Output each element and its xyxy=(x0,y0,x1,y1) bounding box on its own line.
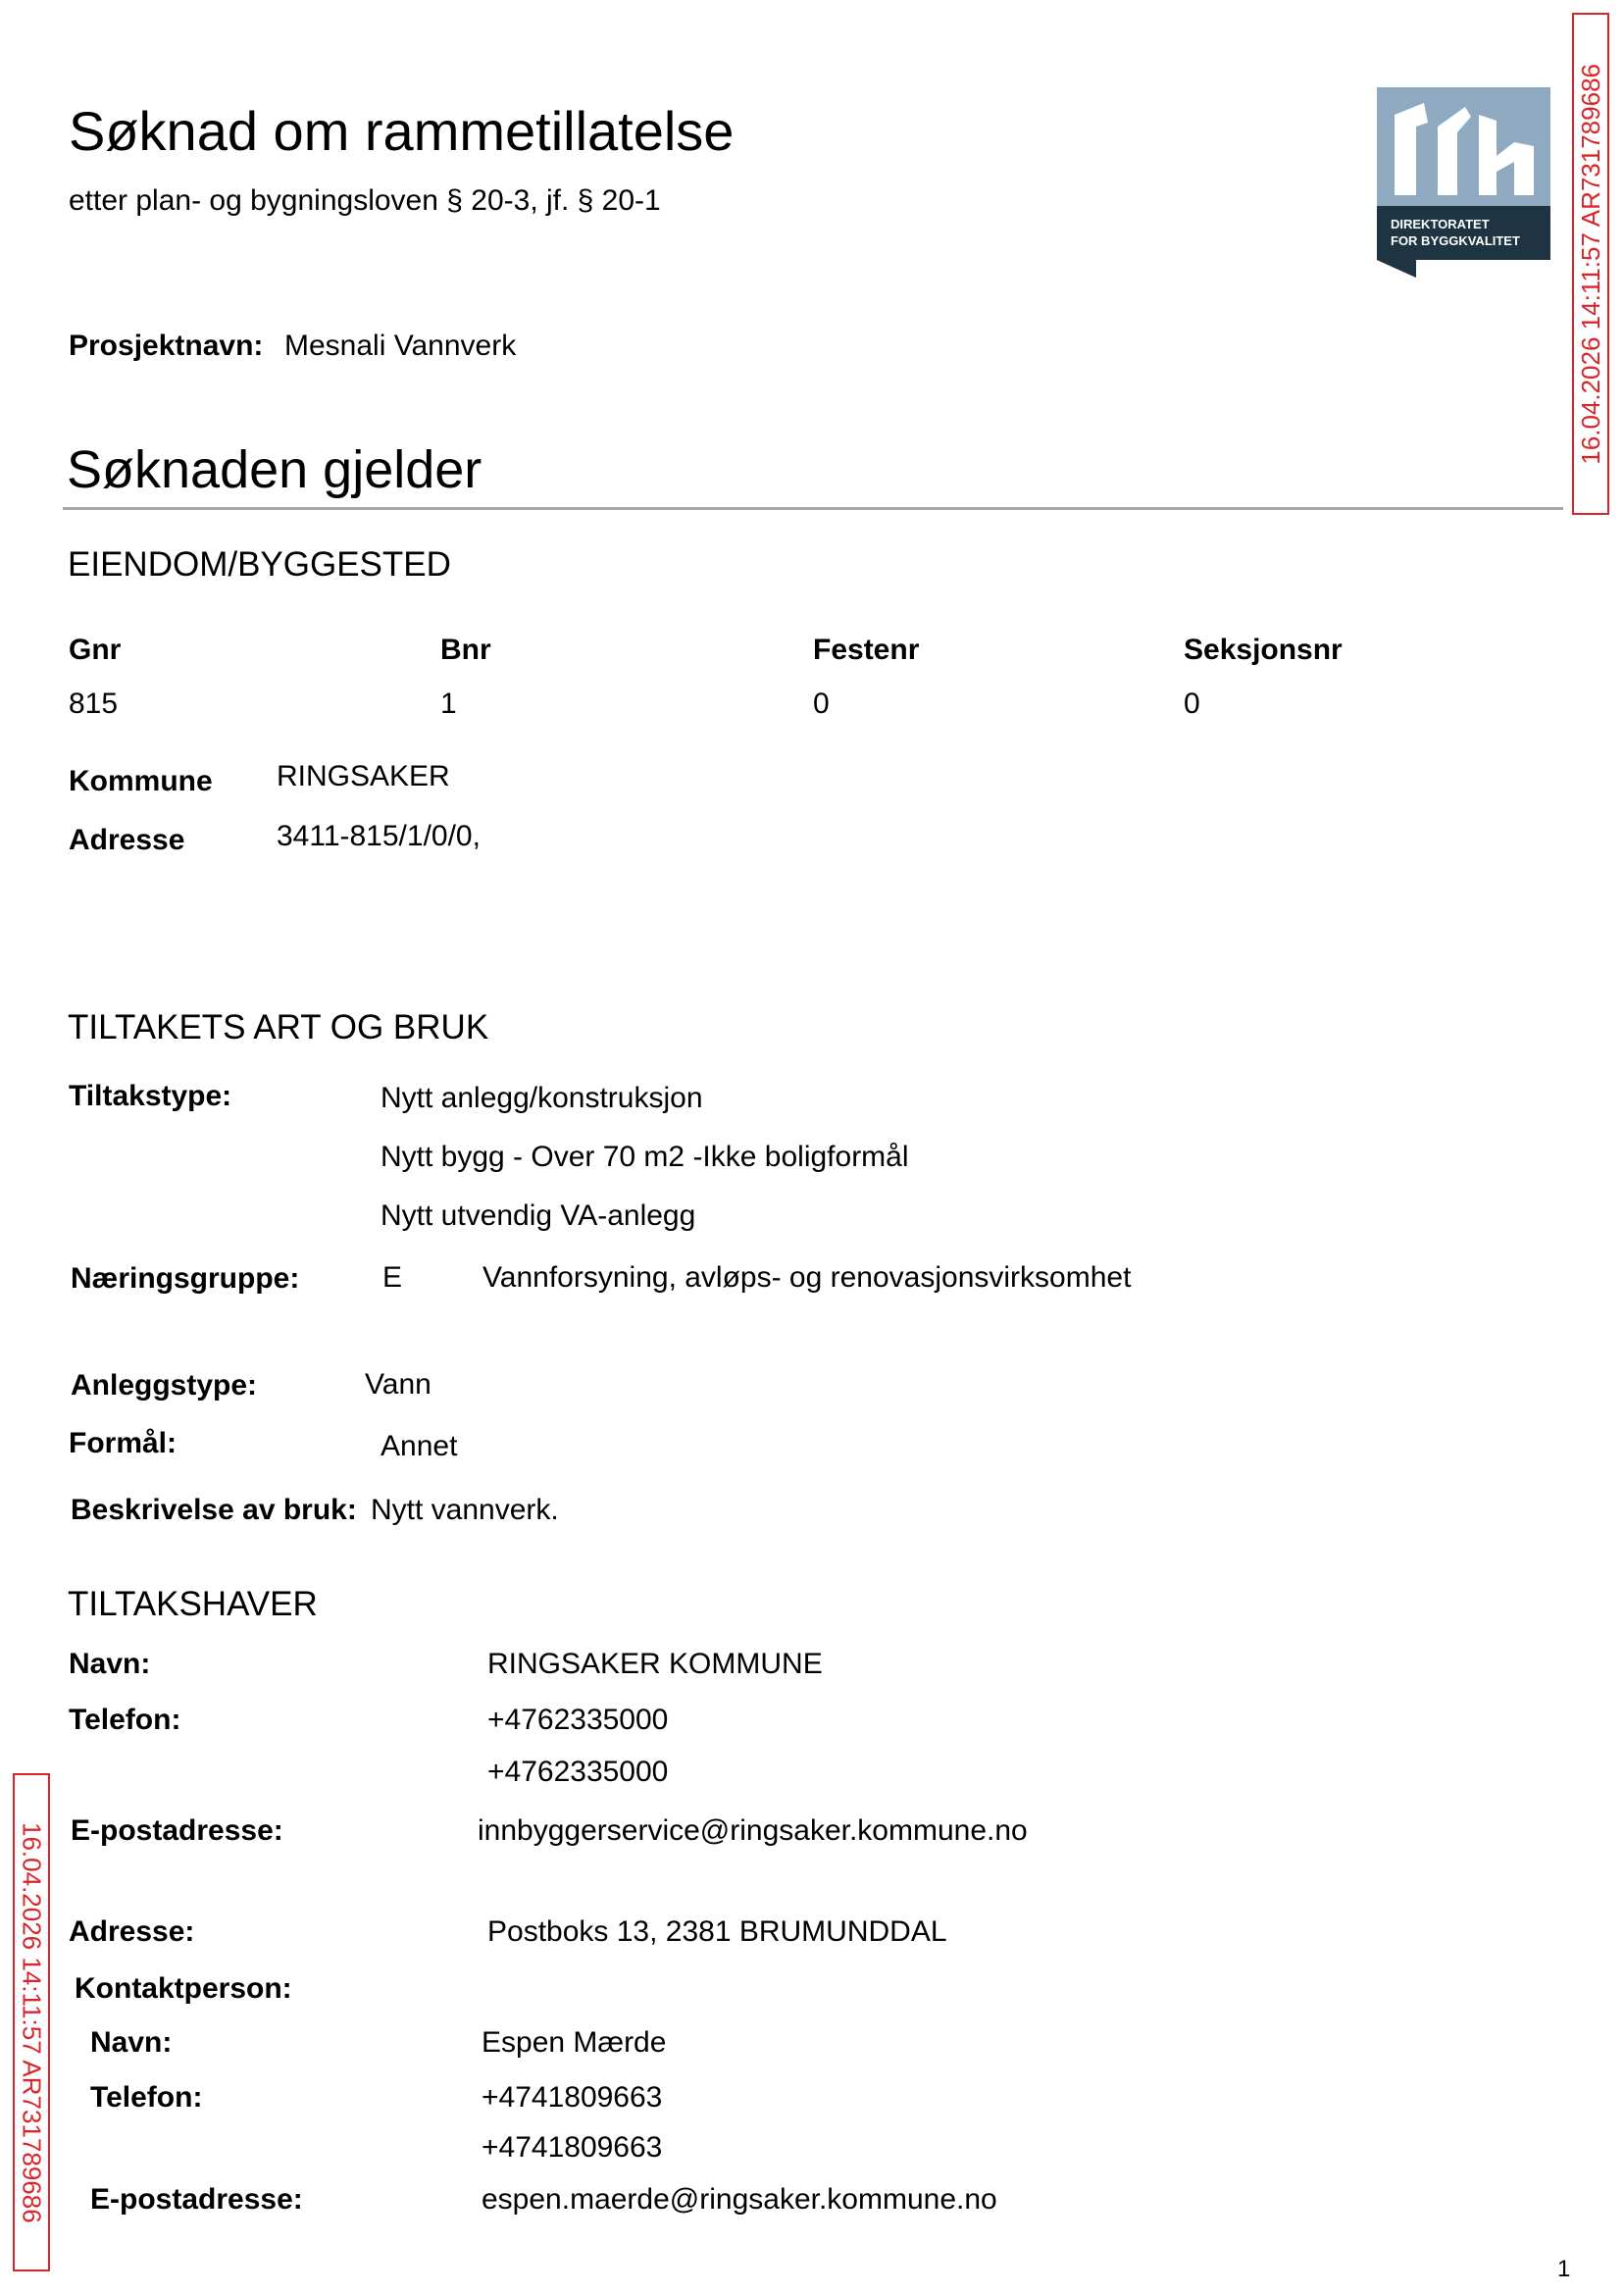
kontakt-navn-value: Espen Mærde xyxy=(482,2026,667,2059)
section-heading: Søknaden gjelder xyxy=(67,440,482,499)
tiltakshaver-telefon-value: +4762335000 xyxy=(487,1756,669,1788)
value-gnr: 815 xyxy=(69,688,119,720)
tiltakshaver-heading: TILTAKSHAVER xyxy=(68,1585,318,1623)
value-festenr: 0 xyxy=(813,688,830,720)
value-seksjonsnr: 0 xyxy=(1184,688,1200,720)
tiltakshaver-telefon-label: Telefon: xyxy=(69,1704,181,1736)
logo-text-line2: FOR BYGGKVALITET xyxy=(1391,233,1520,248)
tiltakstype-item: Nytt utvendig VA-anlegg xyxy=(381,1199,696,1232)
naeringsgruppe-code: E xyxy=(382,1261,403,1294)
adresse-label: Adresse xyxy=(69,824,185,856)
formal-value: Annet xyxy=(381,1430,458,1462)
column-header-bnr: Bnr xyxy=(440,634,491,666)
tiltakshaver-epost-value: innbyggerservice@ringsaker.kommune.no xyxy=(478,1814,1028,1847)
project-name-value: Mesnali Vannverk xyxy=(284,330,517,362)
timestamp-stamp-left-text: 16.04.2026 14:11:57 AR731789686 xyxy=(17,1821,47,2223)
logo-text-line1: DIREKTORATET xyxy=(1391,217,1490,231)
column-header-festenr: Festenr xyxy=(813,634,920,666)
document-title: Søknad om rammetillatelse xyxy=(69,100,735,162)
value-bnr: 1 xyxy=(440,688,457,720)
tiltakshaver-adresse-label: Adresse: xyxy=(69,1915,195,1948)
tiltak-heading: TILTAKETS ART OG BRUK xyxy=(68,1008,489,1046)
tiltakshaver-navn-label: Navn: xyxy=(69,1648,151,1680)
tiltakshaver-epost-label: E-postadresse: xyxy=(71,1814,283,1847)
kontaktperson-label: Kontaktperson: xyxy=(75,1972,292,2005)
beskrivelse-label: Beskrivelse av bruk: xyxy=(71,1494,357,1526)
kommune-label: Kommune xyxy=(69,765,213,797)
dibk-logo-graphic xyxy=(1377,87,1550,278)
dibk-logo xyxy=(1377,87,1550,278)
kontakt-epost-value: espen.maerde@ringsaker.kommune.no xyxy=(482,2183,997,2216)
eiendom-heading: EIENDOM/BYGGESTED xyxy=(68,545,451,584)
naeringsgruppe-value: Vannforsyning, avløps- og renovasjonsvirksomhet xyxy=(482,1261,1132,1294)
page-number: 1 xyxy=(1557,2256,1571,2282)
timestamp-stamp-left xyxy=(13,1773,50,2271)
kontakt-telefon-value: +4741809663 xyxy=(482,2081,663,2114)
tiltakstype-label: Tiltakstype: xyxy=(69,1080,232,1112)
kontakt-telefon-label: Telefon: xyxy=(90,2081,203,2114)
kontakt-telefon-value: +4741809663 xyxy=(482,2131,663,2164)
tiltakstype-item: Nytt bygg - Over 70 m2 -Ikke boligformål xyxy=(381,1141,909,1173)
column-header-seksjonsnr: Seksjonsnr xyxy=(1184,634,1343,666)
column-header-gnr: Gnr xyxy=(69,634,122,666)
adresse-value: 3411-815/1/0/0, xyxy=(277,820,481,852)
tiltakshaver-navn-value: RINGSAKER KOMMUNE xyxy=(487,1648,823,1680)
naeringsgruppe-label: Næringsgruppe: xyxy=(71,1262,300,1295)
anleggstype-label: Anleggstype: xyxy=(71,1369,258,1402)
kommune-value: RINGSAKER xyxy=(277,760,450,792)
tiltakshaver-telefon-value: +4762335000 xyxy=(487,1704,669,1736)
timestamp-stamp-right xyxy=(1572,13,1609,515)
section-divider xyxy=(63,507,1563,510)
kontakt-navn-label: Navn: xyxy=(90,2026,173,2059)
tiltakshaver-adresse-value: Postboks 13, 2381 BRUMUNDDAL xyxy=(487,1915,947,1948)
document-subtitle: etter plan- og bygningsloven § 20-3, jf. § 20-1 xyxy=(69,184,661,217)
kontakt-epost-label: E-postadresse: xyxy=(90,2183,303,2216)
timestamp-stamp-right-text: 16.04.2026 14:11:57 AR731789686 xyxy=(1575,63,1605,465)
project-name-label: Prosjektnavn: xyxy=(69,330,264,362)
beskrivelse-value: Nytt vannverk. xyxy=(371,1494,559,1526)
anleggstype-value: Vann xyxy=(365,1368,431,1401)
tiltakstype-item: Nytt anlegg/konstruksjon xyxy=(381,1082,703,1114)
formal-label: Formål: xyxy=(69,1427,178,1459)
